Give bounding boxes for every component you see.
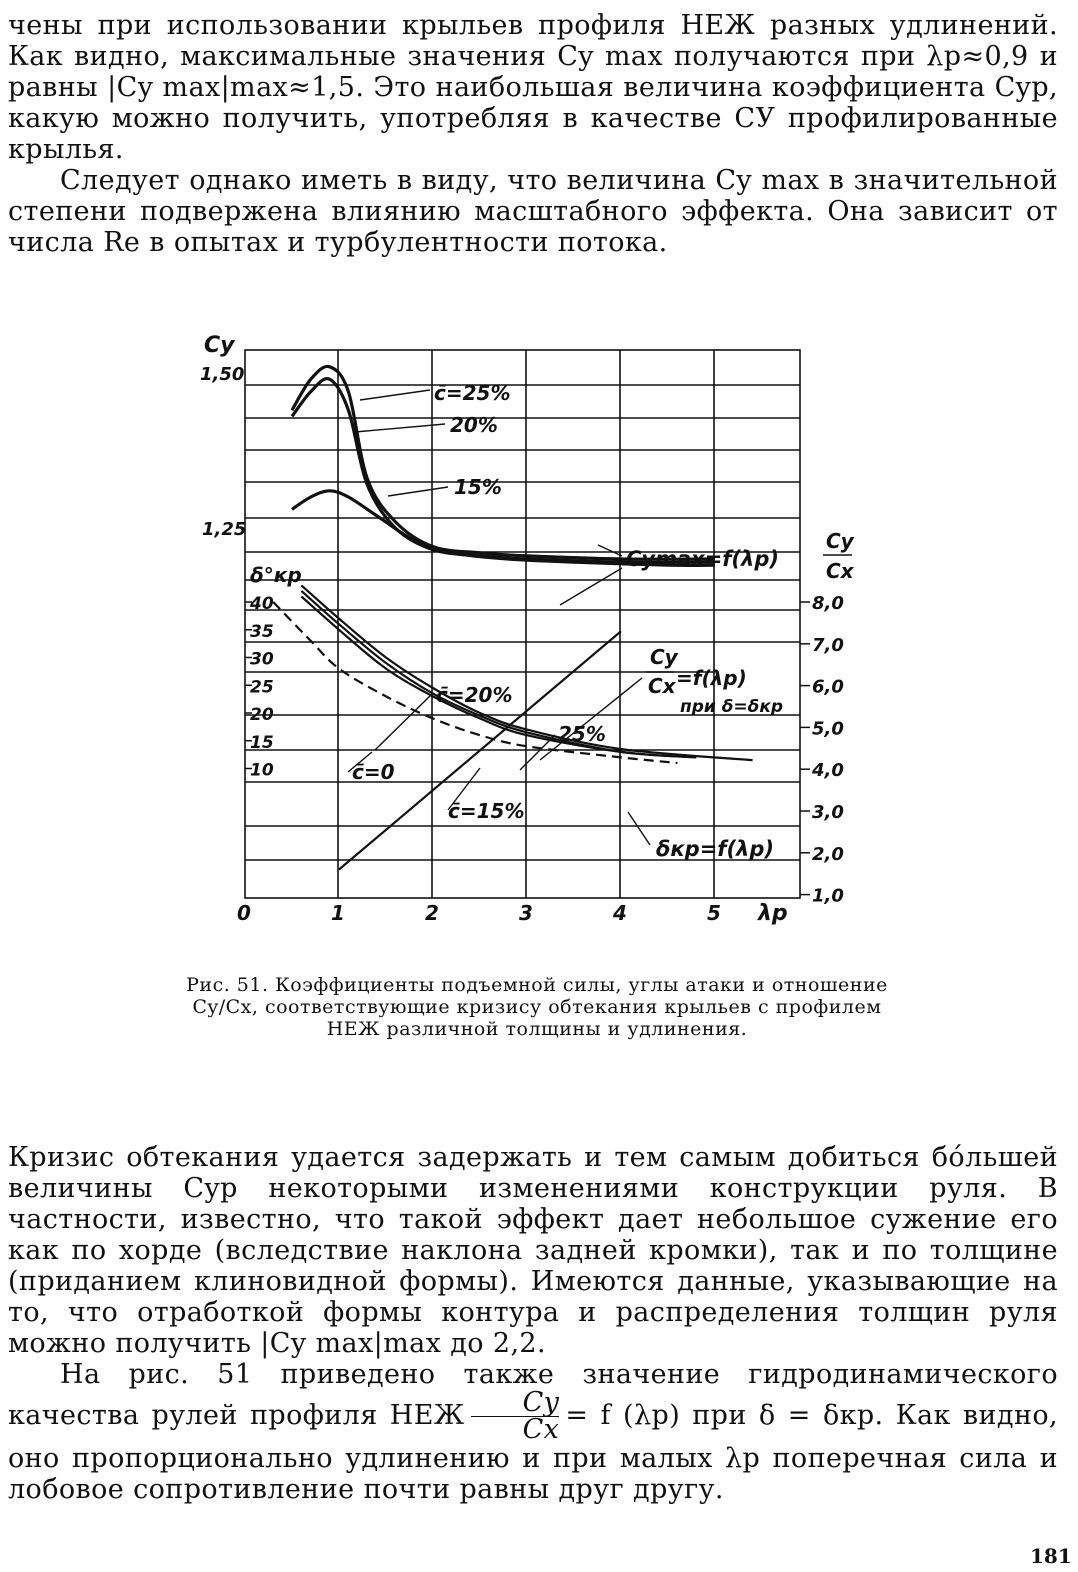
- paragraph-4-after: = f (λр) при δ = δкр. Как видно, оно пропорционально удлинению и при малых λр поперечная сила и лобовое сопротивление почти равны друг другу.: [8, 1400, 1058, 1505]
- paragraph-3: Кризис обтекания удается задержать и тем самым добиться бóльшей величины Cyр некоторыми изменениями конструкции руля. В частности, известно, что такой эффект дает небольшое сужение его как по хорде (вследствие наклона задней кромки), так и по толщине (приданием клиновидной формы). Имеются данные, указывающие на то, что отработкой формы контура и распределения толщин руля можно получить |Cy max|max до 2,2.: [8, 1142, 1058, 1359]
- delta-tick: 10: [250, 760, 274, 781]
- x-axis-label: λp: [758, 901, 788, 926]
- label-dkr: δкр=f(λp): [656, 837, 774, 861]
- x-tick: 5: [707, 901, 721, 925]
- leader-line: [598, 545, 622, 556]
- delta-tick: 15: [250, 732, 274, 753]
- label-cycx-num: Cy: [650, 645, 678, 669]
- label-c25: c̄=25%: [434, 381, 511, 405]
- leader-line: [375, 694, 432, 750]
- figure-caption: Рис. 51. Коэффициенты подъемной силы, углы атаки и отношение Cy/Cx, соответствующие кризису обтекания крыльев с профилем НЕЖ различной толщины и удлинения.: [186, 974, 888, 1040]
- delta-tick: 35: [250, 621, 274, 642]
- label-cycx-den: Cx: [648, 674, 676, 698]
- label-c20-mid: c̄=20%: [436, 683, 513, 707]
- left-tick-125: 1,25: [202, 519, 247, 540]
- x-tick: 4: [613, 901, 627, 925]
- right-axis-title-num: Cy: [826, 529, 854, 553]
- leader-line: [560, 568, 622, 605]
- delta-tick: 30: [250, 649, 274, 670]
- left-axis-title: Cy: [204, 333, 235, 358]
- page-number: 181: [1030, 1544, 1072, 1568]
- delta-tick: 20: [250, 705, 274, 725]
- left-tick-150: 1,50: [200, 364, 245, 385]
- leader-line: [628, 812, 650, 845]
- right-axis-ticks: [800, 593, 844, 907]
- label-cycx-func: =f(λp): [676, 666, 747, 690]
- paragraph-4: [8, 1359, 1058, 1505]
- label-c15-mid: c̄=15%: [448, 799, 525, 823]
- formula-denominator: Cx: [522, 1414, 560, 1445]
- paragraph-2: Следует однако иметь в виду, что величина Cy max в значительной степени подвержена влиянию масштабного эффекта. Она зависит от числа Re в опытах и турбулентности потока.: [8, 165, 1058, 258]
- right-tick: 2,0: [812, 843, 844, 865]
- delta-axis-ticks: [245, 594, 274, 781]
- delta-tick: 40: [250, 594, 274, 614]
- series-line-6: [301, 591, 696, 758]
- quality-formula: [471, 1387, 560, 1445]
- delta-axis-title: δ°кр: [250, 563, 302, 587]
- label-cymax: Cymax=f(λp): [626, 547, 779, 571]
- x-tick: 3: [519, 901, 533, 925]
- x-tick: 1: [331, 901, 345, 925]
- right-tick: 6,0: [812, 676, 844, 698]
- label-cycx-cond: при δ=δкр: [680, 697, 784, 717]
- delta-tick: 25: [250, 677, 274, 698]
- right-tick: 3,0: [812, 802, 844, 823]
- formula-numerator: Cy: [471, 1390, 560, 1417]
- x-tick: 0: [237, 901, 251, 925]
- right-axis-title-den: Cx: [826, 559, 854, 583]
- chart-curves: [273, 366, 752, 869]
- x-axis-ticks: [237, 901, 721, 925]
- right-tick: 7,0: [812, 634, 844, 656]
- right-tick: 4,0: [812, 760, 844, 782]
- right-tick: 8,0: [812, 593, 844, 614]
- series-line-1: [292, 379, 715, 563]
- x-tick: 2: [425, 901, 439, 925]
- label-c25-mid: 25%: [558, 722, 606, 746]
- label-c0: c̄=0: [352, 760, 395, 784]
- label-c15-top: 15%: [454, 475, 502, 499]
- right-tick: 5,0: [812, 718, 844, 740]
- paragraph-1: чены при использовании крыльев профиля НЕЖ разных удлинений. Как видно, максимальные значения Cy max получаются при λр≈0,9 и равны |Cy max|max≈1,5. Это наибольшая величина коэффициента Cyр, какую можно получить, употребляя в качестве СУ профилированные крылья.: [8, 10, 1058, 165]
- leader-line: [360, 390, 430, 400]
- right-tick: 1,0: [812, 885, 844, 907]
- bottom-paragraphs: [8, 1142, 1058, 1505]
- paragraph-4-before: На рис. 51 приведено также значение гидродинамического качества рулей профиля НЕЖ: [8, 1359, 1058, 1431]
- leader-line: [388, 487, 448, 496]
- label-c20-top: 20%: [450, 413, 498, 437]
